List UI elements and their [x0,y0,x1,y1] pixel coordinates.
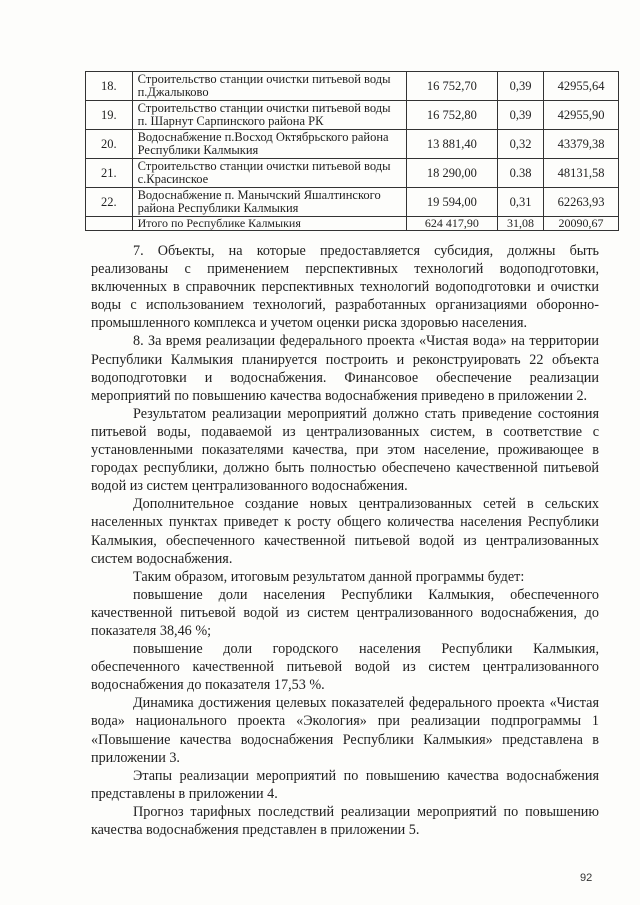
body-text [91,242,599,839]
table-row [86,130,619,159]
table-row [86,159,619,188]
row-number: 20. [86,130,133,159]
row-tariff: 48131,58 [544,159,619,188]
row-tariff: 42955,90 [544,101,619,130]
paragraph-dynamics: Динамика достижения целевых показателей федерального проекта «Чистая вода» национального проекта «Экология» при реализации подпрограммы 1 «Повышение качества водоснабжения Республики Калмыкия» представлена в приложении 3. [91,695,599,766]
table-total-row [86,217,619,231]
row-number: 18. [86,72,133,101]
row-cost: 16 752,80 [406,101,497,130]
paragraph-7: 7. Объекты, на которые предоставляется субсидия, должны быть реализованы с применением перспективных технологий водоподготовки, включенных в справочник перспективных технологий водоподготовки и очистки воды с использованием технологий, разработанных организациями оборонно-промышленного комплекса и учетом оценки риска здоровью населения. [91,243,599,332]
row-number: 21. [86,159,133,188]
page-number: 92 [580,872,593,884]
row-share: 0,39 [498,101,544,130]
row-name: Строительство станции очистки питьевой воды с.Красинское [132,159,406,188]
row-cost: 13 881,40 [406,130,497,159]
row-number: 19. [86,101,133,130]
row-share: 0,31 [498,188,544,217]
paragraph-8: 8. За время реализации федерального проекта «Чистая вода» на территории Республики Калмыкия планируется построить и реконструировать 22 объекта водоподготовки и водоснабжения. Финансовое обеспечение реализации мероприятий по повышению качества водоснабжения приведено в приложении 2. [91,333,599,404]
table-row [86,188,619,217]
paragraph-tariff-forecast: Прогноз тарифных последствий реализации мероприятий по повышению качества водоснабжения представлен в приложении 5. [91,803,599,838]
paragraph-share-total: повышение доли населения Республики Калмыкия, обеспеченного качественной питьевой водой из систем централизованного водоснабжения, до показателя 38,46 %; [91,586,599,639]
row-number: 22. [86,188,133,217]
projects-table [85,71,619,231]
total-cost: 624 417,90 [406,217,497,231]
row-tariff: 62263,93 [544,188,619,217]
row-name: Водоснабжение п. Манычский Яшалтинского района Республики Калмыкия [132,188,406,217]
total-label: Итого по Республике Калмыкия [132,217,406,231]
row-cost: 19 594,00 [406,188,497,217]
row-name: Строительство станции очистки питьевой воды п.Джалыково [132,72,406,101]
row-tariff: 42955,64 [544,72,619,101]
row-name: Водоснабжение п.Восход Октябрьского района Республики Калмыкия [132,130,406,159]
table-row [86,72,619,101]
row-cost: 18 290,00 [406,159,497,188]
row-cost: 16 752,70 [406,72,497,101]
row-tariff: 43379,38 [544,130,619,159]
total-share: 31,08 [498,217,544,231]
total-tariff: 20090,67 [544,217,619,231]
paragraph-stages: Этапы реализации мероприятий по повышению качества водоснабжения представлены в приложении 4. [91,767,599,802]
paragraph-result: Результатом реализации мероприятий должно стать приведение состояния питьевой воды, подаваемой из централизованных систем, в соответствие с установленными показателями качества, при этом население, проживающее в городах республики, должно быть полностью обеспечено качественной питьевой водой из систем централизованного водоснабжения. [91,405,599,495]
total-number-cell [86,217,133,231]
row-name: Строительство станции очистки питьевой воды п. Шарнут Сарпинского района РК [132,101,406,130]
row-share: 0,39 [498,72,544,101]
row-share: 0.38 [498,159,544,188]
paragraph-summary-intro: Таким образом, итоговым результатом данной программы будет: [133,568,525,585]
table-row [86,101,619,130]
paragraph-share-urban: повышение доли городского населения Республики Калмыкия, обеспеченного качественной питьевой водой из систем централизованного водоснабжения до показателя 17,53 %. [91,641,599,694]
row-share: 0,32 [498,130,544,159]
paragraph-networks: Дополнительное создание новых централизованных сетей в сельских населенных пунктах приведет к росту общего количества населения Республики Калмыкия, обеспеченного качественной питьевой водой из централизованных систем водоснабжения. [91,496,599,567]
